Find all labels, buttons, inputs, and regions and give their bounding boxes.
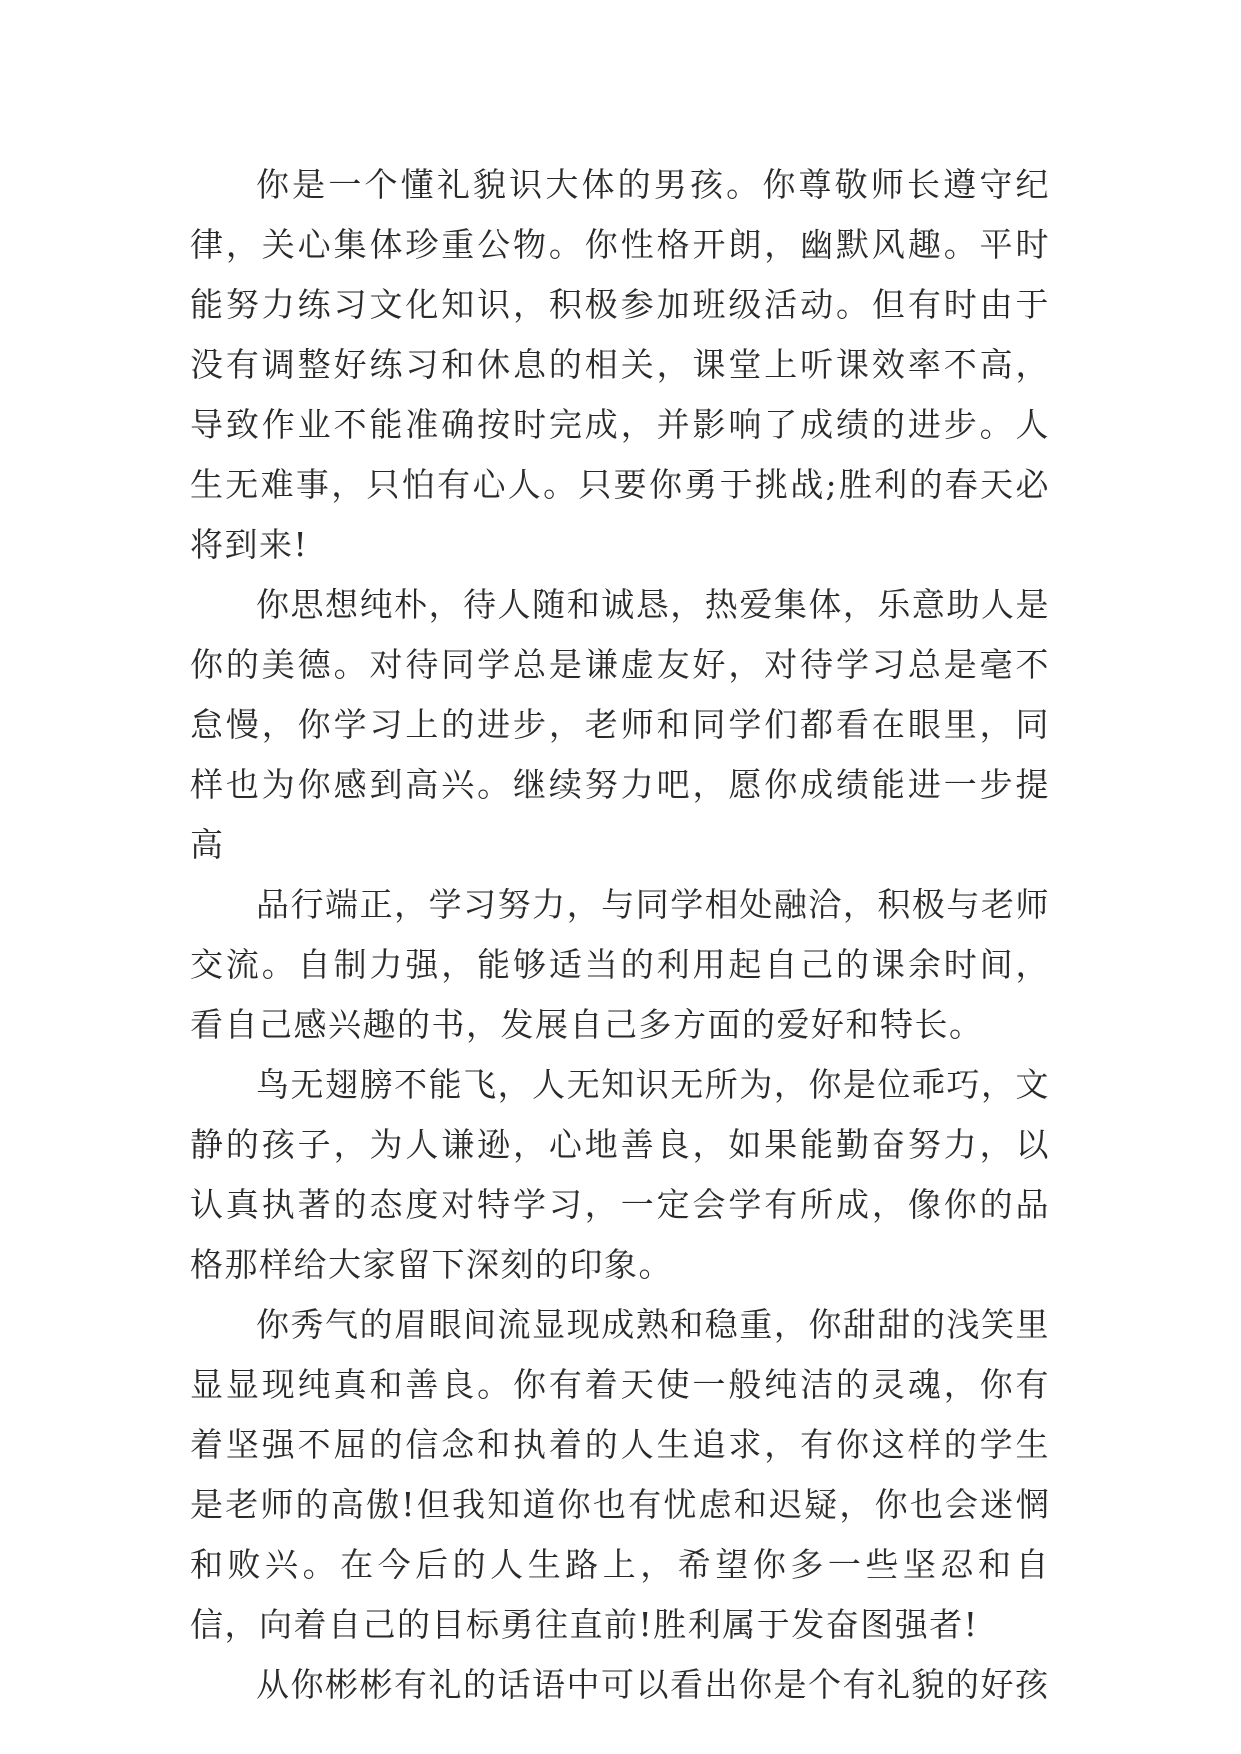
paragraph-6: 从你彬彬有礼的话语中可以看出你是个有礼貌的好孩 (256, 1665, 1050, 1704)
paragraph-5: 你秀气的眉眼间流显现成熟和稳重，你甜甜的浅笑里显显现纯真和善良。你有着天使一般纯洁的灵魂，你有着坚强不屈的信念和执着的人生追求，有你这样的学生是老师的高傲!但我知道你也有忧虑和迟疑，你也会迷惘和败兴。在今后的人生路上，希望你多一些坚忍和自信，向着自己的目标勇往直前!胜利属于发奋图强者! (190, 1305, 1050, 1644)
paragraph-4: 鸟无翅膀不能飞，人无知识无所为，你是位乖巧，文静的孩子，为人谦逊，心地善良，如果能勤奋努力，以认真执著的态度对特学习，一定会学有所成，像你的品格那样给大家留下深刻的印象。 (190, 1065, 1050, 1284)
paragraph-2: 你思想纯朴，待人随和诚恳，热爱集体，乐意助人是你的美德。对待同学总是谦虚友好，对待学习总是毫不怠慢，你学习上的进步，老师和同学们都看在眼里，同样也为你感到高兴。继续努力吧，愿你成绩能进一步提高 (190, 585, 1050, 864)
paragraph-1: 你是一个懂礼貌识大体的男孩。你尊敬师长遵守纪律，关心集体珍重公物。你性格开朗，幽默风趣。平时能努力练习文化知识，积极参加班级活动。但有时由于没有调整好练习和休息的相关，课堂上听课效率不高，导致作业不能准确按时完成，并影响了成绩的进步。人生无难事，只怕有心人。只要你勇于挑战;胜利的春天必将到来! (190, 165, 1050, 564)
paragraph-3: 品行端正，学习努力，与同学相处融洽，积极与老师交流。自制力强，能够适当的利用起自己的课余时间，看自己感兴趣的书，发展自己多方面的爱好和特长。 (190, 885, 1050, 1044)
document-body (190, 155, 1050, 1715)
